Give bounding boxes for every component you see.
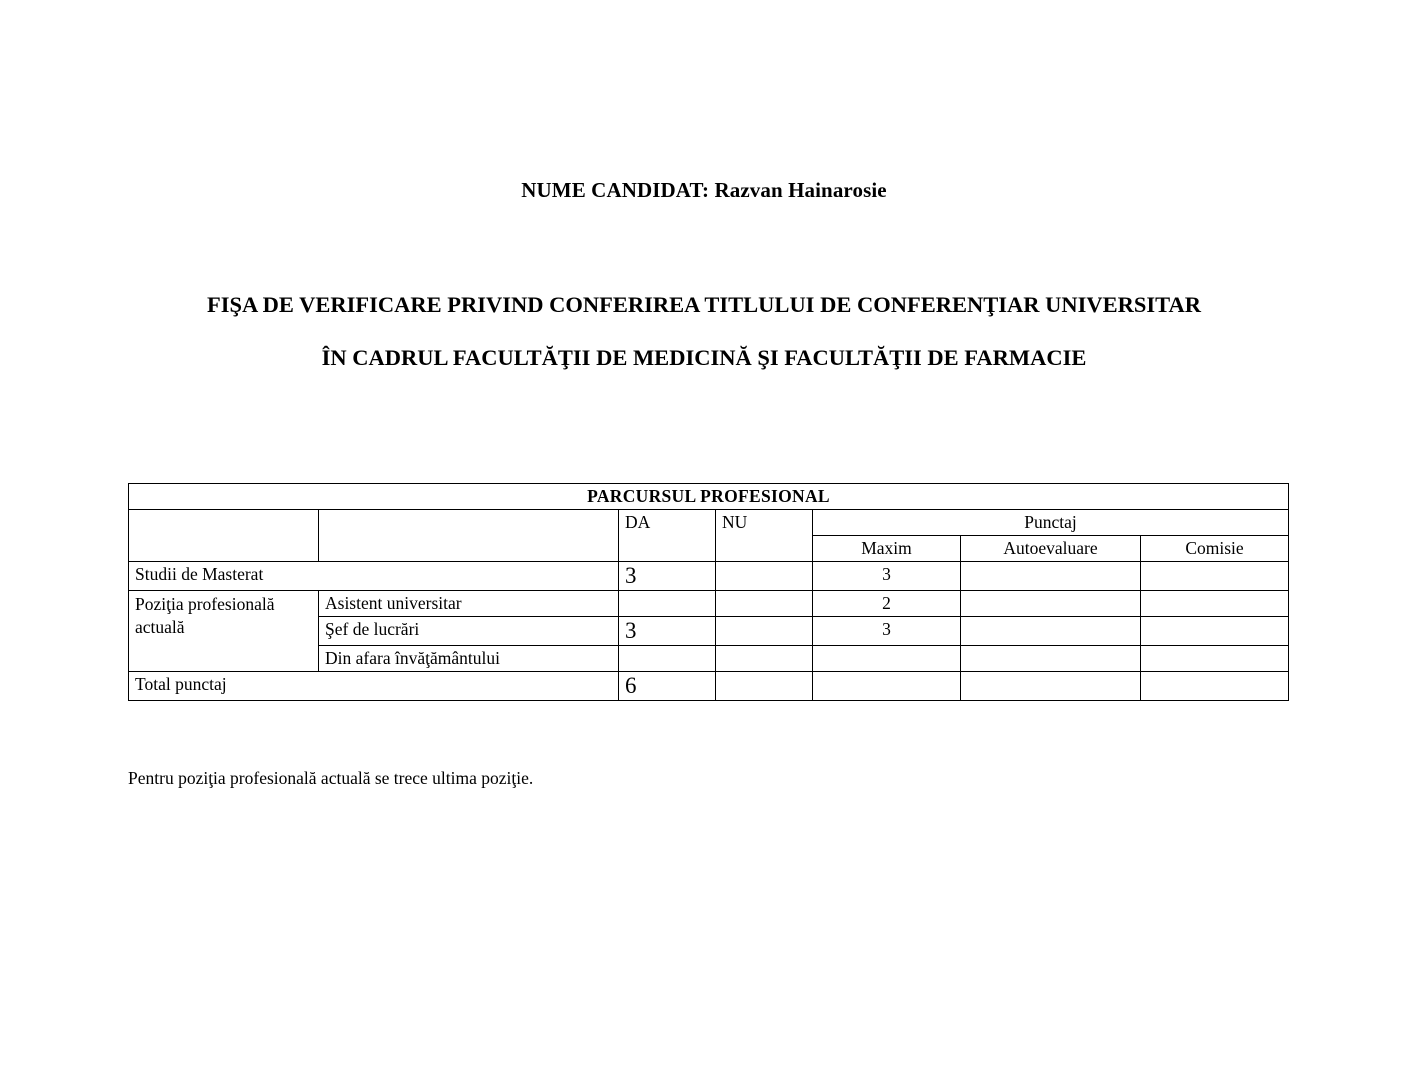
- row-da-studii-masterat: 3: [619, 562, 716, 591]
- header-blank-label: [129, 510, 319, 562]
- header-comisie: Comisie: [1141, 536, 1289, 562]
- row-label-studii-masterat: Studii de Masterat: [129, 562, 619, 591]
- row-comisie-sef-de-lucrari: [1141, 617, 1289, 646]
- header-blank-sublabel: [319, 510, 619, 562]
- row-comisie-total-punctaj: [1141, 672, 1289, 701]
- row-comisie-studii-masterat: [1141, 562, 1289, 591]
- table-header-row-main: [129, 484, 1289, 510]
- row-comisie-asistent-universitar: [1141, 591, 1289, 617]
- table-main-header: PARCURSUL PROFESIONAL: [129, 484, 1289, 510]
- row-nu-studii-masterat: [716, 562, 813, 591]
- table-row-total: [129, 672, 1289, 701]
- row-da-total-punctaj: 6: [619, 672, 716, 701]
- candidate-name-line: NUME CANDIDAT: Razvan Hainarosie: [521, 178, 887, 202]
- row-autoevaluare-asistent-universitar: [961, 591, 1141, 617]
- table-row: [129, 591, 1289, 617]
- page-title: [0, 278, 1408, 384]
- row-sublabel-asistent-universitar: Asistent universitar: [319, 591, 619, 617]
- row-autoevaluare-sef-de-lucrari: [961, 617, 1141, 646]
- table-row: [129, 562, 1289, 591]
- header-punctaj: Punctaj: [813, 510, 1289, 536]
- row-maxim-total-punctaj: [813, 672, 961, 701]
- footnote: Pentru poziţia profesională actuală se trece ultima poziţie.: [128, 768, 534, 788]
- row-da-asistent-universitar: [619, 591, 716, 617]
- page-title-line-2: ÎN CADRUL FACULTĂŢII DE MEDICINĂ ŞI FACULTĂŢII DE FARMACIE: [321, 345, 1087, 370]
- row-label-pozitia-profesionala: Poziţia profesională actuală: [129, 591, 319, 672]
- row-label-total-punctaj: Total punctaj: [129, 672, 619, 701]
- header-nu: NU: [716, 510, 813, 562]
- row-maxim-sef-de-lucrari: 3: [813, 617, 961, 646]
- row-autoevaluare-din-afara-invatamantului: [961, 646, 1141, 672]
- row-da-din-afara-invatamantului: [619, 646, 716, 672]
- row-sublabel-din-afara-invatamantului: Din afara învăţământului: [319, 646, 619, 672]
- row-maxim-asistent-universitar: 2: [813, 591, 961, 617]
- row-nu-total-punctaj: [716, 672, 813, 701]
- row-autoevaluare-studii-masterat: [961, 562, 1141, 591]
- parcursul-profesional-table: [128, 483, 1289, 701]
- header-autoevaluare: Autoevaluare: [961, 536, 1141, 562]
- header-maxim: Maxim: [813, 536, 961, 562]
- row-autoevaluare-total-punctaj: [961, 672, 1141, 701]
- row-maxim-din-afara-invatamantului: [813, 646, 961, 672]
- row-nu-asistent-universitar: [716, 591, 813, 617]
- table-header-row-top: [129, 510, 1289, 536]
- row-da-sef-de-lucrari: 3: [619, 617, 716, 646]
- header-da: DA: [619, 510, 716, 562]
- row-nu-sef-de-lucrari: [716, 617, 813, 646]
- row-comisie-din-afara-invatamantului: [1141, 646, 1289, 672]
- row-nu-din-afara-invatamantului: [716, 646, 813, 672]
- row-maxim-studii-masterat: 3: [813, 562, 961, 591]
- page-title-line-1: FIŞA DE VERIFICARE PRIVIND CONFERIREA TITLULUI DE CONFERENŢIAR UNIVERSITAR: [207, 292, 1201, 317]
- row-sublabel-sef-de-lucrari: Şef de lucrări: [319, 617, 619, 646]
